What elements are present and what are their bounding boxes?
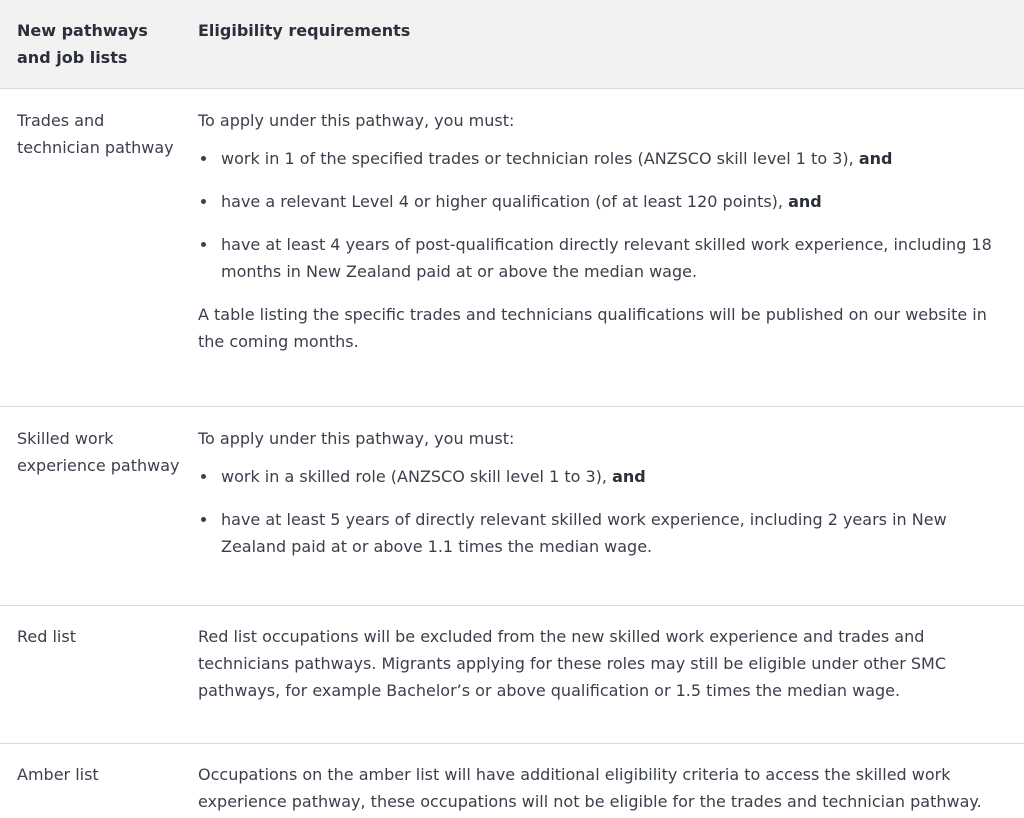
bullet-text: work in a skilled role (ANZSCO skill level 1 to 3), (221, 467, 607, 486)
list-description: Occupations on the amber list will have additional eligibility criteria to access the skilled work experience pathway, these occupations will not be eligible for the trades and technician pathway. (198, 765, 982, 811)
note-text: A table listing the specific trades and technicians qualifications will be published on our website in the coming months. (198, 305, 987, 351)
pathway-name: Red list (17, 627, 76, 646)
table-row (0, 744, 1024, 818)
list-item (198, 506, 1006, 560)
list-item (198, 188, 1006, 215)
requirements-cell (198, 89, 1024, 406)
bullet-text: have at least 5 years of directly relevant skilled work experience, including 2 years in New Zealand paid at or above 1.1 times the median wage. (221, 510, 947, 556)
list-item (198, 463, 1006, 490)
list-item (198, 231, 1006, 285)
bullet-text: work in 1 of the specified trades or technician roles (ANZSCO skill level 1 to 3), (221, 149, 854, 168)
intro-text: To apply under this pathway, you must: (198, 111, 515, 130)
intro-text: To apply under this pathway, you must: (198, 429, 515, 448)
pathway-name: Trades and technician pathway (17, 111, 174, 157)
bullet-bold: and (858, 149, 893, 168)
pathway-name: Amber list (17, 765, 99, 784)
header-pathways: New pathways and job lists (17, 21, 148, 67)
bullet-list (198, 463, 1006, 560)
bullet-bold: and (612, 467, 646, 486)
list-description: Red list occupations will be excluded from the new skilled work experience and trades and technicians pathways. Migrants applying for these roles may still be eligible under other SMC pathways, for example Bachelor’s or above qualification or 1.5 times the median wage. (198, 627, 947, 700)
requirements-cell (198, 744, 1024, 818)
pathway-name: Skilled work experience pathway (17, 429, 180, 475)
table-row (0, 89, 1024, 407)
bullet-text: have a relevant Level 4 or higher qualification (of at least 120 points), (221, 192, 783, 211)
bullet-text: have at least 4 years of post-qualification directly relevant skilled work experience, including 18 months in New Zealand paid at or above the median wage. (221, 235, 992, 281)
requirements-cell (198, 606, 1024, 743)
requirements-cell (198, 407, 1024, 605)
bullet-bold: and (788, 192, 822, 211)
table-row (0, 407, 1024, 606)
table-row (0, 606, 1024, 744)
header-eligibility: Eligibility requirements (198, 21, 411, 40)
bullet-list (198, 145, 1006, 285)
list-item (198, 145, 1006, 172)
table-header-row (0, 0, 1024, 89)
